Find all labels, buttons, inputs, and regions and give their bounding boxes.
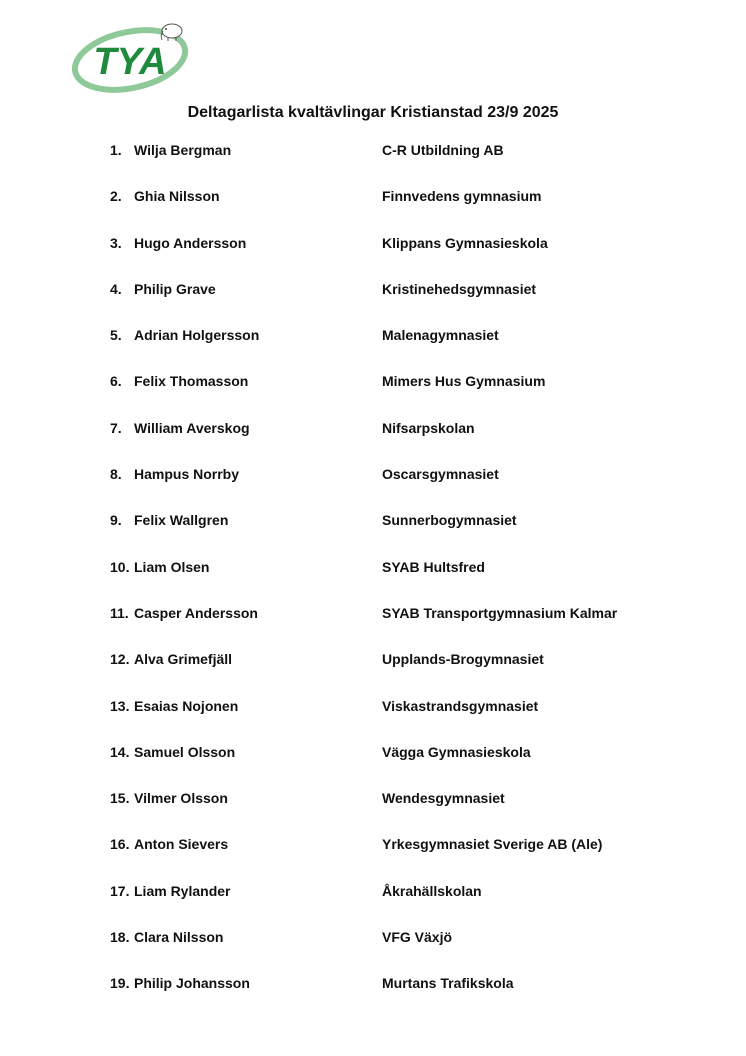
participant-number: 16. xyxy=(110,836,130,853)
participant-school: Malenagymnasiet xyxy=(382,327,499,344)
participant-row xyxy=(110,698,670,744)
participant-list xyxy=(110,142,670,1022)
participant-school: Wendesgymnasiet xyxy=(382,790,505,807)
participant-number: 10. xyxy=(110,558,130,575)
participant-name: Esaias Nojonen xyxy=(134,697,239,714)
participant-row xyxy=(110,790,670,836)
participant-row xyxy=(110,281,670,327)
participant-row xyxy=(110,327,670,373)
participant-row xyxy=(110,929,670,975)
participant-row xyxy=(110,559,670,605)
participant-row xyxy=(110,883,670,929)
participant-number: 4. xyxy=(110,280,122,297)
participant-name: Liam Rylander xyxy=(134,882,231,899)
participant-row xyxy=(110,373,670,419)
participant-row xyxy=(110,466,670,512)
participant-number: 6. xyxy=(110,373,122,390)
participant-number: 18. xyxy=(110,929,130,946)
participant-number: 14. xyxy=(110,743,130,760)
participant-row xyxy=(110,512,670,558)
participant-school: SYAB Hultsfred xyxy=(382,558,485,575)
participant-name: Felix Thomasson xyxy=(134,373,249,390)
participant-name: Clara Nilsson xyxy=(134,929,224,946)
participant-number: 19. xyxy=(110,975,130,992)
participant-name: Anton Sievers xyxy=(134,836,229,853)
participant-school: Åkrahällskolan xyxy=(382,882,482,899)
participant-school: Viskastrandsgymnasiet xyxy=(382,697,539,714)
participant-number: 1. xyxy=(110,142,122,158)
participant-school: Vägga Gymnasieskola xyxy=(382,743,531,760)
participant-number: 12. xyxy=(110,651,130,668)
participant-row xyxy=(110,651,670,697)
participant-number: 11. xyxy=(110,604,129,621)
participant-name: William Averskog xyxy=(134,419,250,436)
participant-name: Casper Andersson xyxy=(134,604,258,621)
participant-number: 3. xyxy=(110,234,122,251)
participant-name: Wilja Bergman xyxy=(134,142,232,158)
participant-school: Kristinehedsgymnasiet xyxy=(382,280,537,297)
participant-school: VFG Växjö xyxy=(382,929,453,946)
participant-row xyxy=(110,420,670,466)
participant-number: 13. xyxy=(110,697,130,714)
participant-number: 15. xyxy=(110,790,130,807)
participant-row xyxy=(110,744,670,790)
participant-row xyxy=(110,235,670,281)
participant-school: Finnvedens gymnasium xyxy=(382,188,542,205)
participant-number: 2. xyxy=(110,188,122,205)
page-title: Deltagarlista kvaltävlingar Kristianstad 23/9 2025 xyxy=(187,104,559,121)
participant-row xyxy=(110,188,670,234)
participant-row xyxy=(110,142,670,188)
participant-row xyxy=(110,836,670,882)
participant-number: 17. xyxy=(110,882,130,899)
participant-name: Alva Grimefjäll xyxy=(134,651,233,668)
participant-school: C-R Utbildning AB xyxy=(382,142,504,158)
participant-number: 8. xyxy=(110,466,122,483)
participant-name: Hampus Norrby xyxy=(134,466,240,483)
participant-name: Hugo Andersson xyxy=(134,234,247,251)
participant-school: Klippans Gymnasieskola xyxy=(382,234,548,251)
participant-school: Nifsarpskolan xyxy=(382,419,475,436)
participant-school: Murtans Trafikskola xyxy=(382,975,514,992)
participant-name: Felix Wallgren xyxy=(134,512,229,529)
participant-school: Yrkesgymnasiet Sverige AB (Ale) xyxy=(382,836,603,853)
participant-name: Adrian Holgersson xyxy=(134,327,260,344)
participant-name: Liam Olsen xyxy=(134,558,210,575)
participant-name: Samuel Olsson xyxy=(134,743,236,760)
participant-row xyxy=(110,975,670,1021)
participant-number: 9. xyxy=(110,512,122,529)
logo-text: TYA xyxy=(93,41,167,83)
participant-number: 5. xyxy=(110,327,122,344)
participant-row xyxy=(110,605,670,651)
participant-school: Upplands-Brogymnasiet xyxy=(382,651,544,668)
participant-name: Philip Johansson xyxy=(134,975,250,992)
participant-name: Vilmer Olsson xyxy=(134,790,228,807)
participant-school: Mimers Hus Gymnasium xyxy=(382,373,546,390)
participant-school: Sunnerbogymnasiet xyxy=(382,512,517,529)
tya-logo xyxy=(72,18,196,96)
participant-number: 7. xyxy=(110,419,122,436)
participant-school: Oscarsgymnasiet xyxy=(382,466,499,483)
participant-name: Philip Grave xyxy=(134,280,216,297)
tya-logo-graphic xyxy=(72,18,196,96)
participant-school: SYAB Transportgymnasium Kalmar xyxy=(382,604,618,621)
participant-name: Ghia Nilsson xyxy=(134,188,220,205)
